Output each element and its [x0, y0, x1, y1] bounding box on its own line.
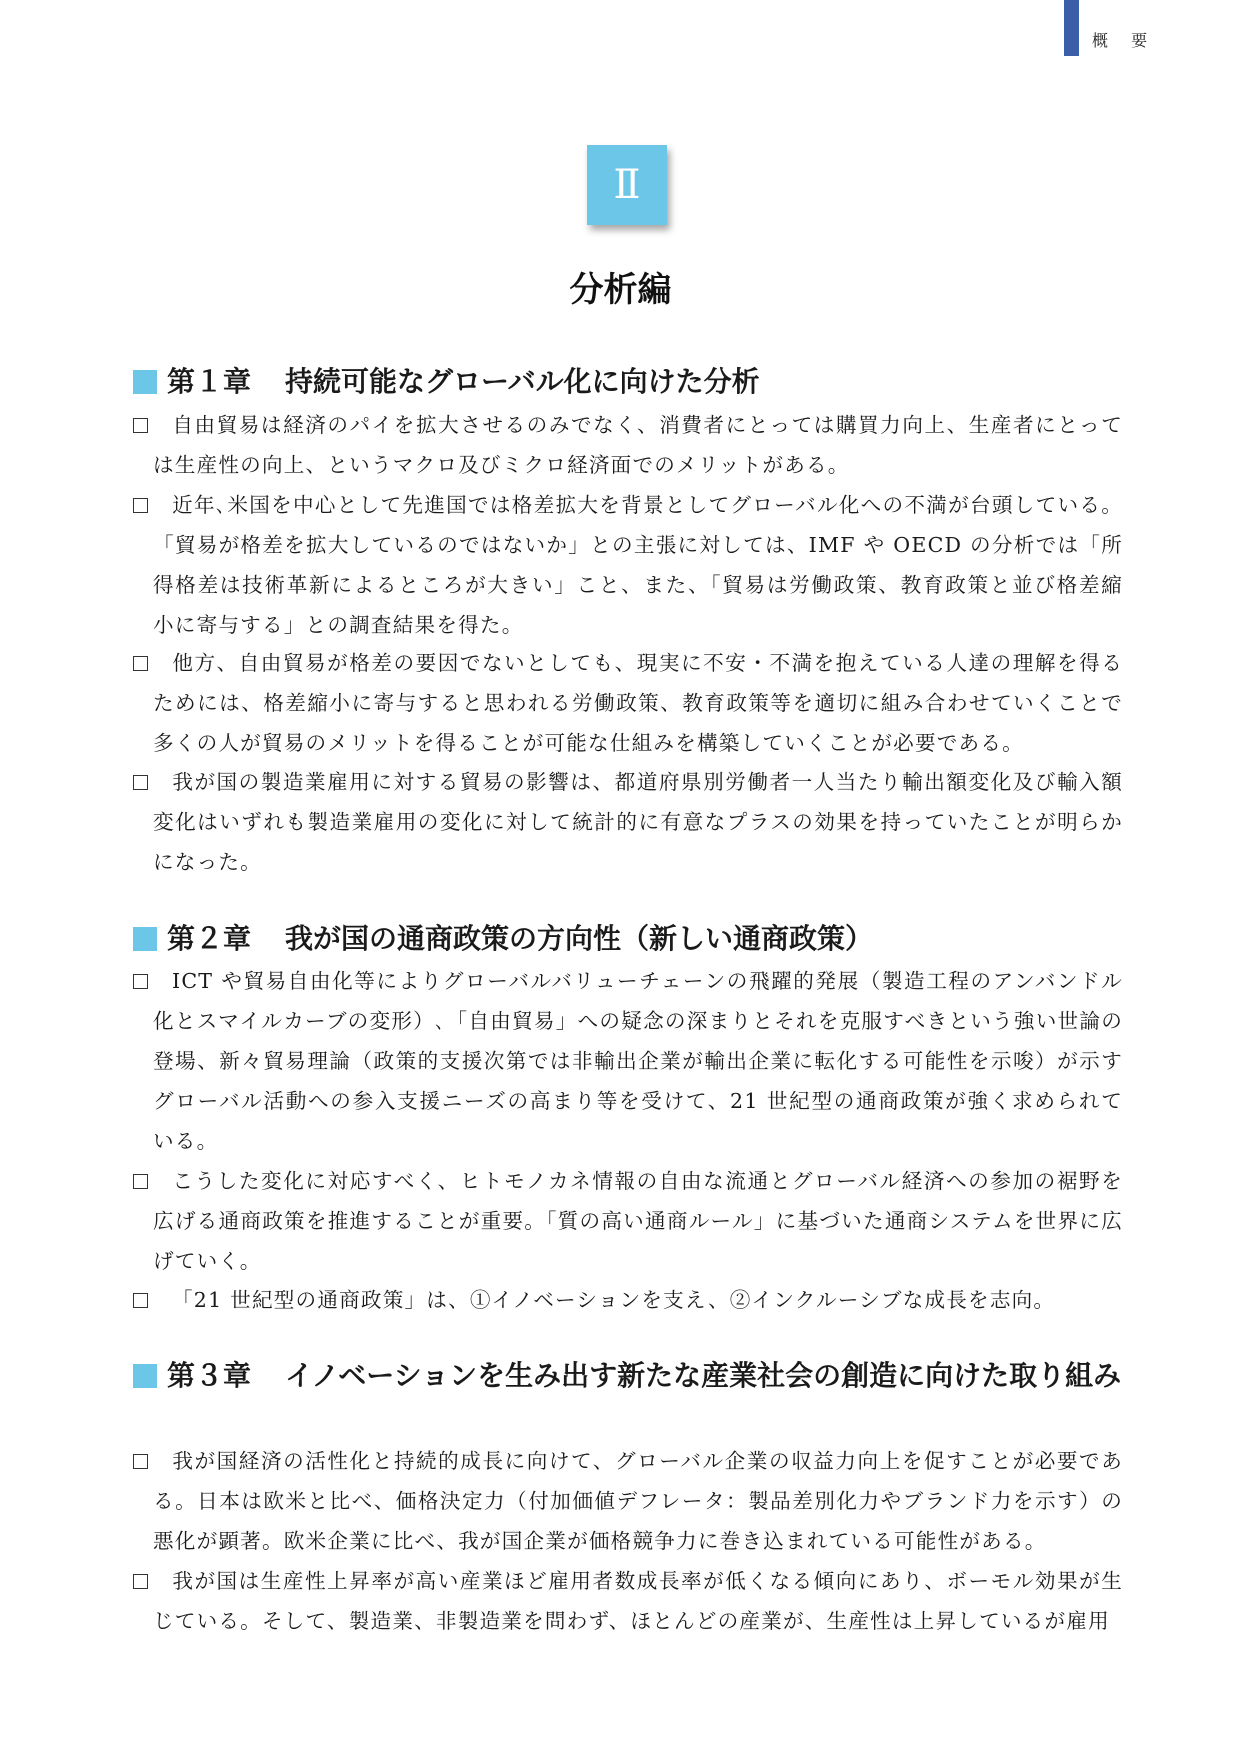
checkbox-square-icon	[133, 498, 148, 513]
paragraph-text: 自由貿易は経済のパイを拡大させるのみでなく、消費者にとっては購買力向上、生産者にとっては生産性の向上、というマクロ及びミクロ経済面でのメリットがある。	[153, 413, 1123, 477]
paragraph-text: 近年､米国を中心として先進国では格差拡大を背景としてグローバル化への不満が台頭している。「貿易が格差を拡大しているのではないか」との主張に対しては、IMF や OECD の分析では「所得格差は技術革新によるところが大きい」こと、また、「貿易は労働政策、教育政策と並び格差縮小に寄与する」との調査結果を得た。	[153, 493, 1123, 637]
part-number-badge: Ⅱ	[587, 145, 667, 225]
chapter-title: イノベーションを生み出す新たな産業社会の創造に向けた取り組み	[285, 1359, 1122, 1392]
part-title: 分析編	[569, 270, 672, 310]
checkbox-square-icon	[133, 418, 148, 433]
checkbox-square-icon	[133, 974, 148, 989]
list-item	[133, 1441, 1123, 1561]
checkbox-square-icon	[133, 1454, 148, 1469]
paragraph-text: ICT や貿易自由化等によりグローバルバリューチェーンの飛躍的発展（製造工程のアンバンドル化とスマイルカーブの変形）､「自由貿易」への疑念の深まりとそれを克服すべきという強い世論の登場、新々貿易理論（政策的支援次第では非輸出企業が輸出企業に転化する可能性を示唆）が示すグローバル活動への参入支援ニーズの高まり等を受けて、21 世紀型の通商政策が強く求められている。	[153, 969, 1123, 1153]
paragraph-text: 他方、自由貿易が格差の要因でないとしても、現実に不安・不満を抱えている人達の理解を得るためには、格差縮小に寄与すると思われる労働政策、教育政策等を適切に組み合わせていくことで多くの人が貿易のメリットを得ることが可能な仕組みを構築していくことが必要である。	[153, 651, 1123, 755]
running-header: 概 要	[1092, 31, 1157, 50]
checkbox-square-icon	[133, 1574, 148, 1589]
checkbox-square-icon	[133, 656, 148, 671]
paragraph-text: 「21 世紀型の通商政策」は、①イノベーションを支え、②インクルーシブな成長を志向。	[172, 1288, 1056, 1312]
list-item	[133, 485, 1123, 645]
chapter-number: 第２章	[167, 922, 252, 955]
list-item	[133, 762, 1123, 882]
checkbox-square-icon	[133, 1174, 148, 1189]
chapter-number: 第１章	[167, 365, 252, 398]
header-tab	[1064, 0, 1079, 56]
checkbox-square-icon	[133, 1293, 148, 1308]
list-item	[133, 1280, 1123, 1320]
chapter-title: 我が国の通商政策の方向性（新しい通商政策）	[285, 922, 874, 955]
chapter-1-heading	[133, 362, 1123, 402]
paragraph-text: 我が国経済の活性化と持続的成長に向けて、グローバル企業の収益力向上を促すことが必要である。日本は欧米と比べ、価格決定力（付加価値デフレータ：製品差別化力やブランド力を示す）の悪化が顕著。欧米企業に比べ、我が国企業が価格競争力に巻き込まれている可能性がある。	[153, 1449, 1123, 1553]
checkbox-square-icon	[133, 775, 148, 790]
list-item	[133, 1161, 1123, 1281]
chapter-title: 持続可能なグローバル化に向けた分析	[285, 365, 760, 398]
square-bullet-icon	[133, 1364, 157, 1388]
chapter-number: 第３章	[167, 1359, 252, 1392]
square-bullet-icon	[133, 927, 157, 951]
paragraph-text: 我が国は生産性上昇率が高い産業ほど雇用者数成長率が低くなる傾向にあり、ボーモル効果が生じている。そして、製造業、非製造業を問わず、ほとんどの産業が、生産性は上昇しているが雇用	[153, 1569, 1123, 1633]
list-item	[133, 405, 1123, 485]
list-item	[133, 1561, 1123, 1641]
square-bullet-icon	[133, 370, 157, 394]
list-item	[133, 961, 1123, 1161]
list-item	[133, 643, 1123, 763]
chapter-2-heading	[133, 919, 1123, 959]
chapter-3-heading	[133, 1356, 1123, 1396]
paragraph-text: 我が国の製造業雇用に対する貿易の影響は、都道府県別労働者一人当たり輸出額変化及び輸入額変化はいずれも製造業雇用の変化に対して統計的に有意なプラスの効果を持っていたことが明らかになった。	[153, 770, 1123, 874]
paragraph-text: こうした変化に対応すべく、ヒトモノカネ情報の自由な流通とグローバル経済への参加の裾野を広げる通商政策を推進することが重要。「質の高い通商ルール」に基づいた通商システムを世界に広げていく。	[153, 1169, 1123, 1273]
